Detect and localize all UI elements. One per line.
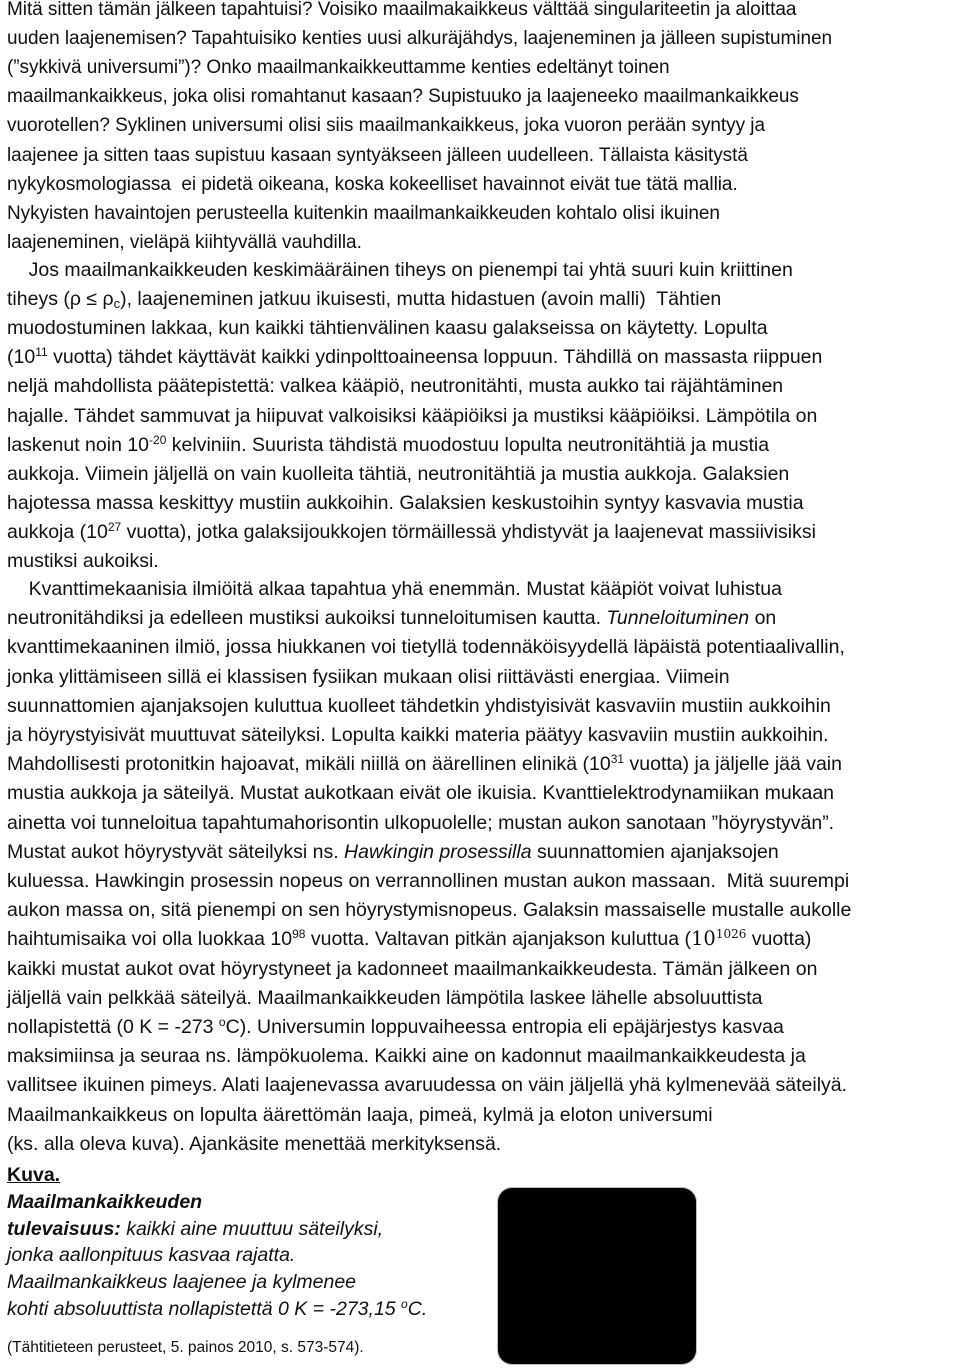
- text-segment: Jos maailmankaikkeuden keskimääräinen tiheys on pienempi tai yhtä suuri kuin kriittinen: [7, 259, 793, 281]
- text-segment: 10: [715, 927, 732, 942]
- text-segment: Nykyisten havaintojen perusteella kuitenkin maailmankaikkeuden kohtalo olisi ikuinen: [7, 202, 720, 224]
- text-line: [7, 1336, 364, 1365]
- text-line: [7, 0, 796, 27]
- text-segment: (ks. alla oleva kuva). Ajankäsite menettää merkityksensä.: [7, 1132, 502, 1155]
- text-segment: c: [113, 296, 121, 312]
- text-segment: 11: [35, 345, 48, 360]
- text-segment: muodostuminen lakkaa, kun kaikki tähtienvälinen kaasu galakseissa on käytetty. Lopulta: [7, 317, 768, 340]
- text-segment: hajalle. Tähdet sammuvat ja hiipuvat valkoisiksi kääpiöiksi ja mustiksi kääpiöiksi. Lämpötila on: [7, 404, 818, 427]
- text-segment: ainetta voi tunneloitua tapahtumahorisontin ulkopuolelle; mustan aukon sanotaan ”höyrystyvän”.: [7, 811, 835, 834]
- text-segment: vuotta) tähdet käyttävät kaikki ydinpolttoaineensa loppuun. Tähdillä on massasta riippuen: [47, 346, 823, 369]
- text-segment: on: [749, 607, 777, 630]
- text-line: [7, 1163, 60, 1192]
- text-segment: vuotta), jotka galaksijoukkojen törmäillessä yhdistyvät ja laajenevat massiivisiksi: [121, 520, 816, 543]
- text-segment: maailmankaikkeus, joka olisi romahtanut kasaan? Supistuuko ja laajeneeko maailmankaikkeus: [7, 86, 799, 108]
- text-segment: kaikki mustat aukot ovat höyrystyneet ja kadonneet maailmankaikkeudesta. Tämän jälkeen on: [7, 957, 818, 980]
- text-segment: kvanttimekaaninen ilmiö, jossa hiukkanen voi tietyllä todennäköisyydellä läpäistä potentiaalivallin,: [7, 636, 845, 659]
- text-segment: tiheys (ρ ≤ ρ: [7, 288, 114, 311]
- text-segment: kohti absoluuttista nollapistettä 0 K = -273,15: [7, 1298, 402, 1320]
- text-segment: aukkoja. Viimein jäljellä on vain kuolleita tähtiä, neutronitähtiä ja mustia aukkoja. Galaksien: [7, 462, 790, 485]
- text-segment: kuluessa. Hawkingin prosessin nopeus on verrannollinen mustan aukon massaan. Mitä suurempi: [7, 870, 850, 892]
- text-line: [7, 316, 768, 345]
- text-line: [7, 1132, 501, 1161]
- text-line: [7, 665, 730, 694]
- text-segment: haihtumisaika voi olla luokkaa 10: [7, 928, 293, 951]
- text-segment: aukkoja (10: [7, 520, 108, 543]
- text-line: [7, 840, 779, 869]
- text-line: [7, 345, 822, 374]
- text-segment: Maailmankaikkeuden: [7, 1190, 203, 1213]
- text-line: [7, 202, 720, 231]
- text-line: [7, 144, 748, 173]
- text-line: [7, 1217, 383, 1246]
- text-segment: Maailmankaikkeus on lopulta äärettömän laaja, pimeä, kylmä ja eloton universumi: [7, 1103, 713, 1126]
- text-line: [7, 1015, 784, 1044]
- text-segment: Mustat aukot höyrystyvät säteilyksi ns.: [7, 840, 345, 863]
- text-line: [7, 1297, 427, 1326]
- text-segment: nykykosmologiassa ei pidetä oikeana, koska kokeelliset havainnot eivät tue tätä mallia.: [7, 173, 738, 195]
- text-segment: 98: [292, 927, 306, 942]
- text-segment: C). Universumin loppuvaiheessa entropia eli epäjärjestys kasvaa: [225, 1016, 784, 1038]
- text-segment: Hawkingin prosessilla: [344, 840, 532, 863]
- text-segment: nollapistettä (0 K = -273: [7, 1016, 219, 1038]
- text-segment: uuden laajenemisen? Tapahtuisiko kenties uusi alkuräjähdys, laajeneminen ja jälleen supistuminen: [7, 28, 833, 50]
- text-segment: tulevaisuus:: [7, 1217, 121, 1240]
- text-segment: -20: [149, 432, 167, 447]
- text-segment: vuotta) ja jäljelle jää vain: [624, 753, 842, 776]
- text-line: [7, 1103, 713, 1132]
- text-line: [7, 520, 816, 549]
- text-segment: vuotta): [746, 928, 812, 951]
- text-segment: laskenut noin 10: [7, 433, 150, 456]
- text-segment: Mahdollisesti protonitkin hajoavat, mikäli niillä on äärellinen elinikä (10: [7, 753, 611, 776]
- text-line: [7, 85, 799, 114]
- text-line: [7, 898, 851, 927]
- text-segment: (”sykkivä universumi”)? Onko maailmankaikkeuttamme kenties edeltänyt toinen: [7, 57, 670, 79]
- text-segment: Mitä sitten tämän jälkeen tapahtuisi? Voisiko maailmakaikkeus välttää singulariteetin ja aloittaa: [7, 0, 797, 20]
- text-segment: jäljellä vain pelkkää säteilyä. Maailmankaikkeuden lämpötila laskee lähelle absoluuttista: [7, 986, 763, 1009]
- text-line: [7, 173, 738, 202]
- text-line: [7, 1073, 847, 1102]
- text-line: [7, 781, 834, 810]
- text-line: [7, 404, 817, 433]
- text-line: [7, 577, 782, 606]
- text-line: [7, 114, 765, 143]
- text-segment: Kvanttimekaanisia ilmiöitä alkaa tapahtua yhä enemmän. Mustat kääpiöt voivat luhistua: [7, 578, 783, 600]
- text-segment: C.: [407, 1298, 428, 1320]
- text-line: [7, 549, 159, 578]
- text-segment: vallitsee ikuinen pimeys. Alati laajenevassa avaruudessa on väin jäljellä yhä kylmenevää säteilyä.: [7, 1074, 848, 1097]
- text-line: [7, 374, 783, 403]
- text-segment: 10: [691, 927, 716, 951]
- text-segment: 27: [107, 519, 122, 534]
- text-segment: vuotta. Valtavan pitkän ajanjakson kuluttua (: [305, 928, 691, 951]
- text-line: [7, 433, 769, 462]
- text-line: [7, 606, 776, 635]
- text-line: [7, 927, 811, 956]
- text-line: [7, 869, 849, 898]
- text-segment: neljä mahdollista päätepistettä: valkea kääpiö, neutronitähti, musta aukko tai räjähtäminen: [7, 375, 784, 398]
- text-line: [7, 694, 831, 723]
- document-page: [7, 0, 955, 1371]
- text-segment: Maailmankaikkeus laajenee ja kylmenee: [7, 1271, 357, 1294]
- text-segment: kaikki aine muuttuu säteilyksi,: [120, 1217, 384, 1240]
- text-segment: jonka ylittämiseen sillä ei klassisen fysiikan mukaan olisi riittävästi energiaa. Viimein: [7, 665, 730, 688]
- text-segment: suunnattomien ajanjaksojen kuluttua kuolleet tähdetkin yhdistyisivät kasvaviin mustiin aukkoihin: [7, 694, 831, 717]
- text-line: [7, 231, 362, 260]
- text-segment: maksimiinsa ja seuraa ns. lämpökuolema. Kaikki aine on kadonnut maailmankaikkeudesta ja: [7, 1045, 806, 1068]
- text-segment: o: [401, 1297, 408, 1311]
- text-line: [7, 752, 842, 781]
- text-segment: jonka aallonpituus kasvaa rajatta.: [7, 1244, 296, 1267]
- text-line: [7, 258, 793, 287]
- text-line: [7, 491, 804, 520]
- text-segment: (Tähtitieteen perusteet, 5. painos 2010, s. 573-574).: [7, 1339, 364, 1356]
- text-line: [7, 27, 832, 56]
- text-segment: mustia aukkoja ja säteilyä. Mustat aukotkaan eivät ole ikuisia. Kvanttielektrodynamiikan mukaan: [7, 782, 835, 805]
- text-line: [7, 287, 721, 316]
- text-segment: 31: [610, 752, 625, 767]
- text-segment: laajenee ja sitten taas supistuu kasaan syntyäkseen jälleen uudelleen. Tällaista käsitystä: [7, 144, 748, 166]
- figure-black-universe-image: [498, 1188, 696, 1364]
- text-line: [7, 986, 763, 1015]
- text-segment: ja höyrystyisivät muuttuvat säteilyksi. Lopulta kaikki materia päätyy kasvaviin mustiin aukkoihin.: [7, 724, 829, 746]
- text-segment: mustiksi aukoiksi.: [7, 550, 159, 572]
- text-line: [7, 1190, 202, 1219]
- text-segment: Tunneloituminen: [606, 607, 750, 630]
- text-line: [7, 957, 817, 986]
- text-segment: neutronitähdiksi ja edelleen mustiksi aukoiksi tunneloitumisen kautta.: [7, 607, 607, 630]
- text-segment: Kuva.: [7, 1164, 61, 1186]
- text-line: [7, 1044, 806, 1073]
- text-segment: o: [218, 1015, 226, 1029]
- text-segment: kelviniin. Suurista tähdistä muodostuu lopulta neutronitähtiä ja mustia: [166, 433, 770, 456]
- text-segment: hajotessa massa keskittyy mustiin aukkoihin. Galaksien keskustoihin syntyy kasvavia mustia: [7, 491, 804, 514]
- text-segment: (10: [7, 346, 36, 369]
- text-line: [7, 56, 670, 85]
- text-line: [7, 723, 829, 752]
- text-segment: suunnattomien ajanjaksojen: [531, 840, 779, 863]
- text-segment: aukon massa on, sitä pienempi on sen höyrystymisnopeus. Galaksin massaiselle mustalle aukolle: [7, 899, 852, 922]
- text-line: [7, 1270, 356, 1299]
- text-segment: laajeneminen, vieläpä kiihtyvällä vauhdilla.: [7, 231, 362, 253]
- text-segment: vuorotellen? Syklinen universumi olisi siis maailmankaikkeus, joka vuoron perään syntyy ja: [7, 115, 765, 137]
- text-segment: 26: [731, 927, 747, 942]
- text-line: [7, 462, 789, 491]
- text-line: [7, 1243, 295, 1272]
- text-segment: ), laajeneminen jatkuu ikuisesti, mutta hidastuen (avoin malli) Tähtien: [120, 288, 722, 311]
- text-line: [7, 635, 845, 664]
- text-line: [7, 811, 834, 840]
